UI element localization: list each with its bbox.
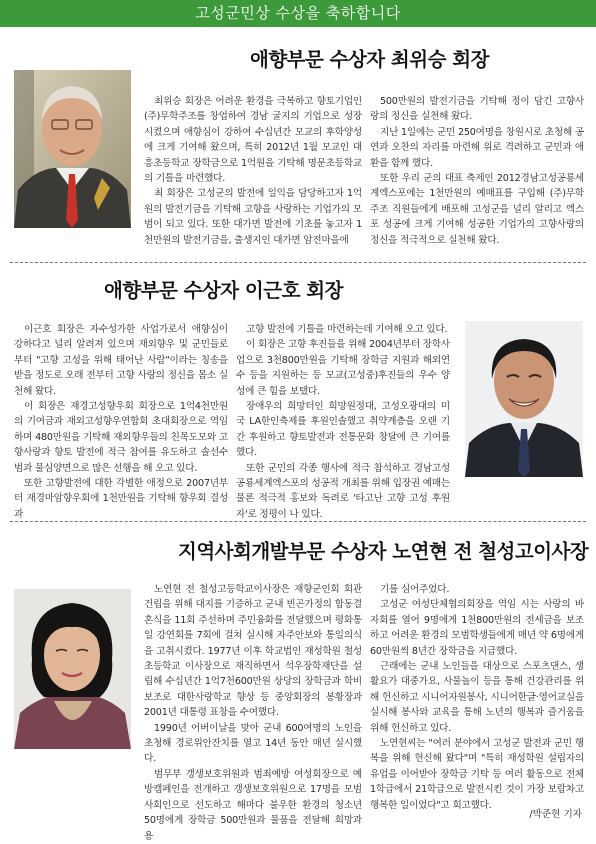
paragraph: 범무부 갱생보호위원과 범죄예방 여성회장으로 예방캠페인을 전개하고 갱생보호위원으로 17명을 모범 사회인으로 선도하고 해마다 불우한 환경의 청소년 50명에게 장학금 500만원과 물품을 전달해 희망과 용 [144,768,362,842]
article-3-headline: 지역사회개발부문 수상자 노연현 전 철성고이사장 [178,540,589,563]
article-1-headline: 애향부문 수상자 최위승 회장 [250,48,489,71]
paragraph: 또한 고향발전에 대한 각별한 애정으로 2007년부터 재경마암향우회에 1천만원을 기탁해 향우회 결성과 [14,478,228,520]
paragraph: 노연현씨는 "여러 분야에서 고성군 발전과 군민 행복을 위해 헌신해 왔다"며 "특히 재성학원 설립자의 유업을 이어받아 장학금 기탁 등 여러 활동으로 전체 1학급에서 21학급으로 발전시킨 것이 가장 보람차고 행복한 일이었다"고 회고했다. [370,738,584,811]
paragraph: 또한 우리 군의 대표 축제인 2012경남고성공룡세계엑스포에는 1천만원의 예매표를 구입해 (주)무학주조 직원들에게 배포해 고성군을 널리 알리고 엑스포 성공에 크게 기여해 성공한 기업가의 고향사랑의 정신을 적극적으로 실천해 왔다. [370,173,584,246]
article-2-headline: 애향부문 수상자 이근호 회장 [104,279,343,302]
paragraph: 이 회장은 재경고성향우회 회장으로 1억4천만원의 기여금과 재외고성향우연합회 초대회장으로 역임하며 480만원을 기탁해 재외향우들의 친목도모와 고향사랑과 향토 발전에 적극 참여를 유도하고 솔선수범과 물심양면으로 많은 선행을 해 오고 있다. [14,401,228,474]
paragraph: 이 회장은 고향 후진들을 위해 2004년부터 장학사업으로 3천800만원을 기탁해 장학금 지원과 해외연수 등을 지원하는 등 모교(고성중)후진들의 우수 양성에 큰 힘을 보탰다. [236,339,450,397]
article-3-column-1 [144,582,362,844]
article-1-photo [14,70,131,228]
article-1-column-1 [144,94,362,248]
page-banner: 고성군민상 수상을 축하합니다 [0,0,596,27]
paragraph: 이근호 회장은 자수성가한 사업가로서 애향심이 강하다고 널리 알려져 있으며 재외향우 및 군민들로부터 "고향 고성을 위해 태어난 사람"이라는 칭송을 받을 정도로 오래 전부터 고향 사랑의 정신을 몸소 실천해 왔다. [14,324,228,397]
article-1-column-2 [370,94,584,248]
portrait-woman-icon [14,589,131,749]
paragraph: 장애우의 희망터인 희망원정대, 고성오광대의 미국 LA한인축제를 후원인솔했고 취약계층을 오랜 기간 후원하고 향토발전과 전통문화 창달에 큰 기여를 했다. [236,401,450,459]
portrait-smiling-man-icon [465,321,583,477]
paragraph: 500만원의 발전기금을 기탁해 정이 담긴 고향사랑의 정신을 실천해 왔다. [370,96,584,123]
section-divider [10,262,586,263]
article-2-photo [465,321,583,477]
paragraph: 또한 군민의 각종 행사에 적극 참석하고 경남고성공룡세계엑스포의 성공적 개최를 위해 입장권 예매는 물론 적극적 홍보와 독려로 '타고난 고향 고성 후원자'로 정평이 나 있다. [236,462,450,520]
article-2-column-2 [236,322,450,522]
article-3-photo [14,589,131,749]
paragraph: 고향 발전에 기틀을 마련하는데 기여해 오고 있다. [246,324,448,335]
reporter-byline: /박준현 기자 [529,809,582,820]
article-2-column-1 [14,322,228,522]
paragraph: 최위승 회장은 어려운 환경을 극복하고 향토기업인 (주)무학주조를 창업하여 경남 굴지의 기업으로 성장시켰으며 애향심이 강하여 수십년간 모교의 후학양성에 크게 기여해 왔으며, 특히 2012년 1월 모교인 대흥초등학교 장학금으로 1억원을 기탁해 명문초등학교의 기틀을 마련했다. [144,96,362,185]
section-divider [10,521,586,522]
paragraph: 고성군 여성단체협의회장을 역임 시는 사랑의 바자회를 열어 9명에게 1천800만원의 전세금을 보조하고 어려운 환경의 모범학생들에게 매년 약 6명에게 60만원씩 8년간 장학금을 지급했다. [370,599,584,657]
paragraph: 기를 심어주었다. [380,584,450,595]
paragraph: 노연현 전 철성고등학교이사장은 재향군인회 회관건립을 위해 대지를 기증하고 군내 빈곤가정의 합동결혼식을 11회 주선하며 주민융화를 전달했으며 평화통일 강연회를 7회에 걸쳐 실시해 자주안보와 통일의식을 고취시켰다. 1977년 이후 학교법인 재성학원 철성초등학교 이사장으로 재직하면서 석우장학재단을 설립해 수십년간 1억7천600만원 상당의 장학금과 학비보조로 대한사랑학교 향상 등 중앙회장의 봉황장과 2001년 대통령 표창을 수여했다. [144,584,362,719]
portrait-elderly-man-icon [14,70,131,228]
paragraph: 1990년 어버이날을 맞아 군내 600여명의 노인을 초청해 경로위안잔치를 열고 14년 동안 매년 실시했다. [144,722,362,765]
paragraph: 근래에는 군내 노인들을 대상으로 스포츠댄스, 생활요가 대중가요, 사물놀이 등을 통해 건강관리를 위해 헌신하고 시니어자원봉사, 시니어한글·영어교실을 실시해 봉사와 교육을 통해 노년의 행복과 즐거움을 위해 헌신하고 있다. [370,661,584,734]
paragraph: 최 회장은 고성군의 발전에 일익을 담당하고자 1억원의 발전기금을 기탁해 고향을 사랑하는 기업가의 모범이 되고 있다. 또한 대가면 발전에 기초를 놓고자 1천만원의 발전기금을, 출생지인 대가면 암전마을에 [144,188,362,246]
paragraph: 지난 1일에는 군민 250여명을 창원시로 초청해 공연과 오찬의 자리를 마련해 위로 격려하고 군민과 애환을 함께 했다. [370,126,584,169]
article-3-column-2 [370,582,584,813]
